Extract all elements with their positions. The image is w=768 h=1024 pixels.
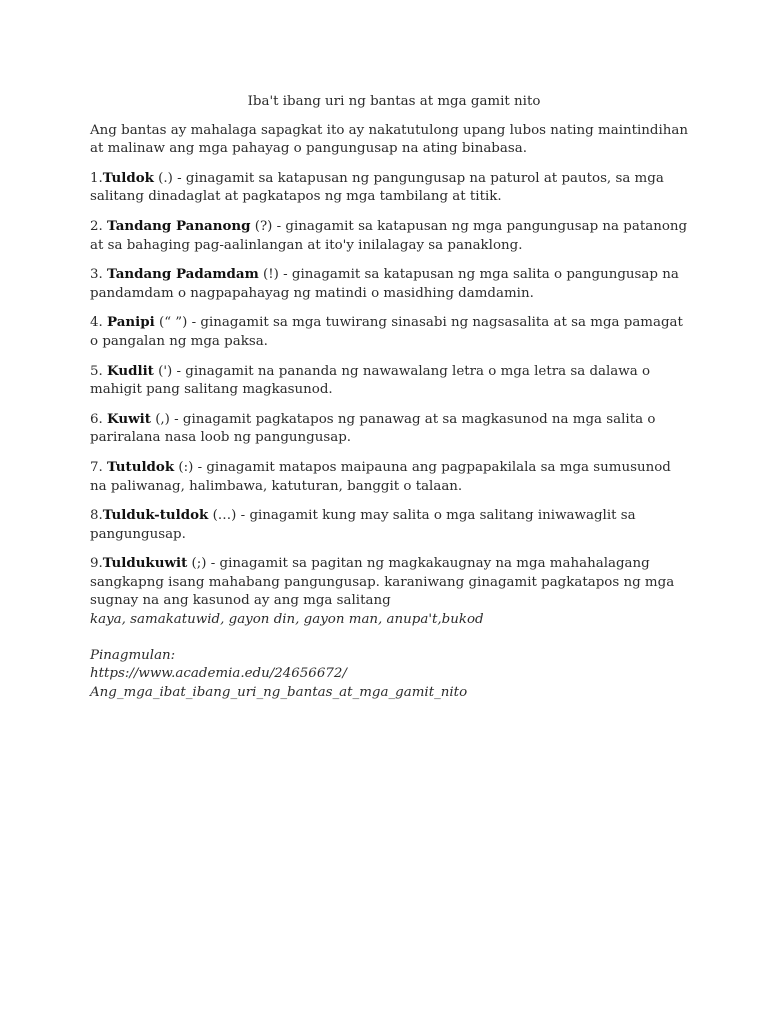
punctuation-item-9	[90, 554, 690, 629]
source-url-line-2: Ang_mga_ibat_ibang_uri_ng_bantas_at_mga_gamit_nito	[90, 684, 468, 700]
item-term: Tuldok	[102, 169, 154, 186]
item-term: Tulduk-tuldok	[102, 507, 209, 524]
item-number: 4.	[90, 315, 108, 331]
punctuation-item-6	[90, 410, 690, 448]
punctuation-item-2	[90, 217, 690, 255]
item-description: (?) - ginagamit sa katapusan ng mga pangungusap na patanong at sa bahaging pag-aalinlangan at ito'y inilalagay sa panaklong.	[90, 218, 688, 253]
item-description: (:) - ginagamit matapos maipauna ang pagpapakilala sa mga sumusunod na paliwanag, halimbawa, katuturan, banggit o talaan.	[90, 459, 671, 494]
item-description: (.) - ginagamit sa katapusan ng pangungusap na paturol at pautos, sa mga salitang dinadaglat at pagkatapos ng mga tambilang at titik.	[90, 170, 664, 205]
item-number: 8.	[90, 508, 103, 524]
item-term: Tandang Padamdam	[107, 266, 259, 283]
punctuation-item-4	[90, 313, 690, 351]
punctuation-item-3	[90, 265, 690, 303]
item-term: Kuwit	[107, 410, 151, 427]
item-number: 5.	[90, 363, 108, 379]
item-term: Panipi	[107, 314, 155, 331]
item-description: (,) - ginagamit pagkatapos ng panawag at sa magkasunod na mga salita o pariralana nasa loob ng pangungusap.	[90, 411, 656, 446]
item-description: (…) - ginagamit kung may salita o mga salitang iniwawaglit sa pangungusap.	[90, 508, 636, 542]
item-number: 3.	[90, 267, 108, 283]
punctuation-item-7	[90, 458, 690, 496]
item-description: (') - ginagamit na pananda ng nawawalang letra o mga letra sa dalawa o mahigit pang salitang magkasunod.	[90, 363, 651, 398]
item-number: 9.	[90, 556, 103, 572]
item-9-examples: kaya, samakatuwid, gayon din, gayon man, anupa't,bukod	[90, 612, 484, 628]
item-description: (!) - ginagamit sa katapusan ng mga salita o pangungusap na pandamdam o nagpapahayag ng matindi o masidhing damdamin.	[90, 267, 679, 301]
item-description: (;) - ginagamit sa pagitan ng magkakaugnay na mga mahahalagang sangkapng isang mahabang pangungusap. karaniwang ginagamit pagkatapos ng mga sugnay na ang kasunod ay ang mga salitang	[90, 556, 675, 609]
item-term: Tandang Pananong	[107, 217, 251, 234]
punctuation-item-8	[90, 506, 690, 544]
item-term: Kudlit	[107, 362, 154, 379]
item-term: Tutuldok	[107, 458, 175, 475]
intro-paragraph: Ang bantas ay mahalaga sapagkat ito ay nakatutulong upang lubos nating maintindihan at malinaw ang mga pahayag o pangungusap na ating binabasa.	[90, 122, 688, 157]
item-number: 1.	[90, 170, 103, 186]
source-url-line-1: https://www.academia.edu/24656672/	[90, 666, 347, 682]
punctuation-item-1	[90, 169, 690, 207]
item-term: Tuldukuwit	[102, 555, 188, 572]
source-citation	[90, 647, 690, 703]
document-page	[90, 93, 690, 702]
document-title: Iba't ibang uri ng bantas at mga gamit nito	[247, 94, 541, 109]
punctuation-item-5	[90, 362, 690, 400]
source-label: Pinagmulan:	[90, 647, 176, 663]
item-number: 7.	[90, 459, 108, 475]
item-number: 6.	[90, 411, 108, 427]
item-description: (“ ”) - ginagamit sa mga tuwirang sinasabi ng nagsasalita at sa mga pamagat o pangalan ng mga paksa.	[90, 315, 683, 349]
item-number: 2.	[90, 218, 108, 234]
